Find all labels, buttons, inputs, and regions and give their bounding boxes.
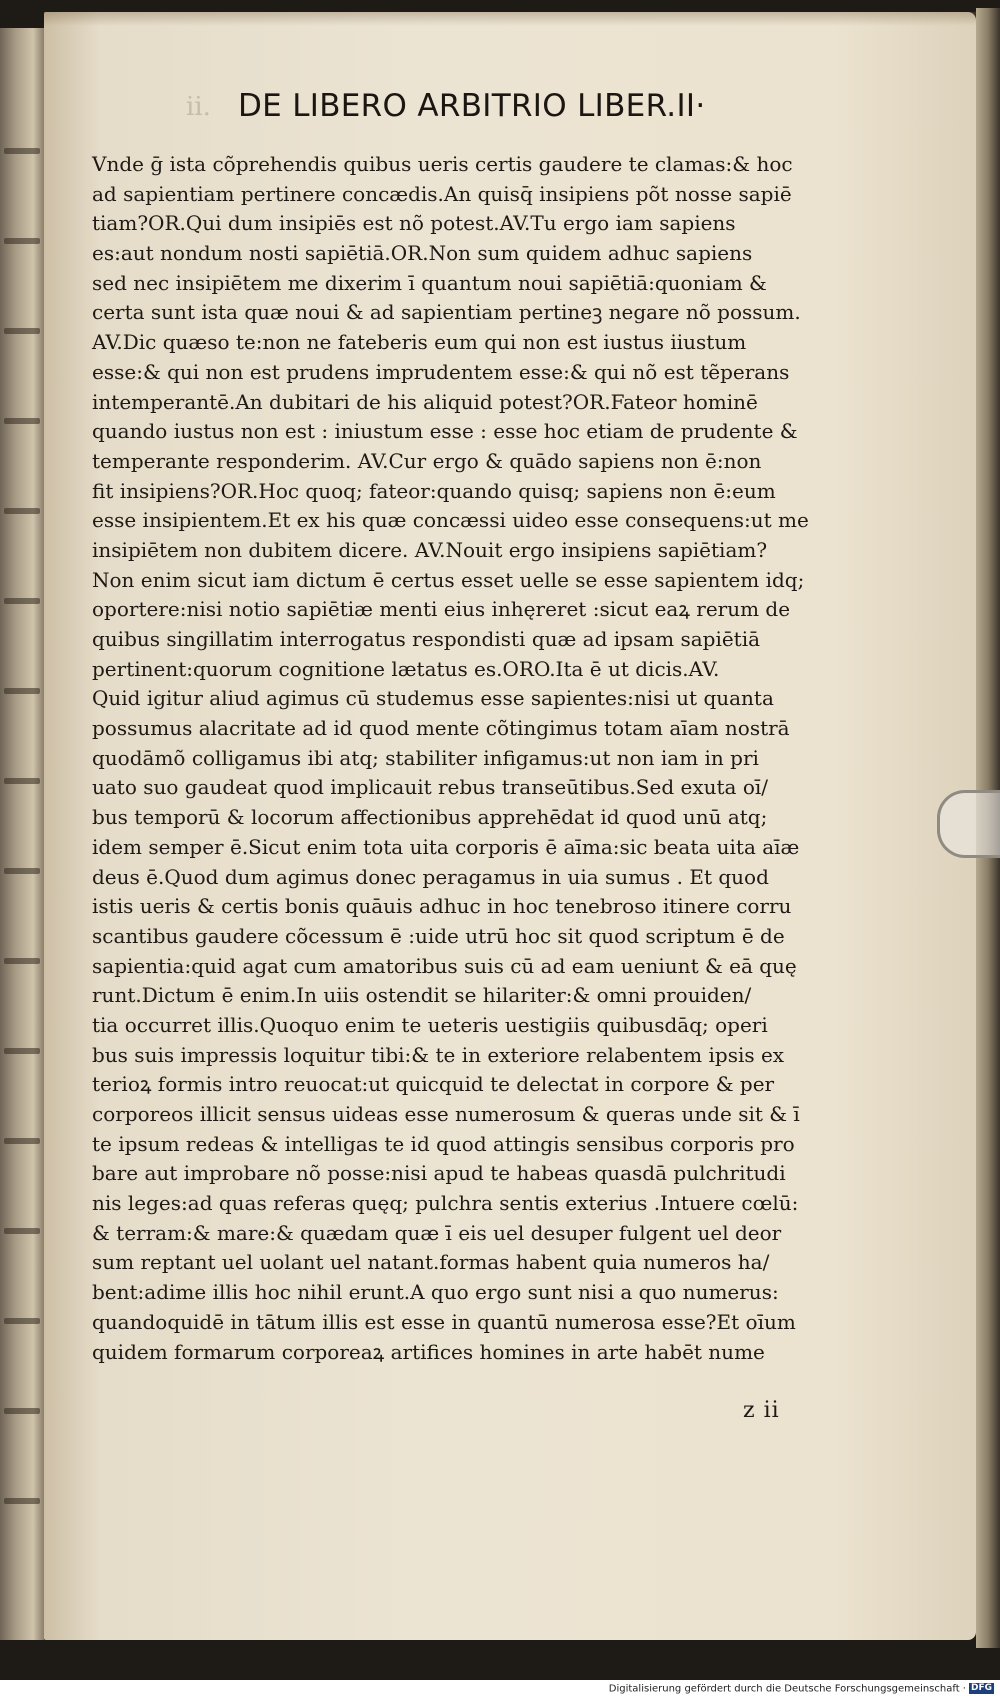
text-line: insipiētem non dubitem dicere. AV.Nouit ergo insipiens sapiētiam?: [92, 537, 768, 562]
text-line: bus temporū & locorum affectionibus apprehēdat id quod unū atq;: [92, 805, 768, 830]
facing-text-fragment: [4, 418, 40, 424]
text-line: possumus alacritate ad id quod mente cõtingimus totam aīam nostrā: [92, 716, 790, 741]
text-line: sum reptant uel uolant uel natant.formas habent quia numeros ha/: [92, 1250, 770, 1275]
text-line: nis leges:ad quas referas quęq; pulchra sentis exterius .Intuere cœlū:: [92, 1191, 799, 1216]
text-line: bus suis impressis loquitur tibi:& te in exteriore relabentem ipsis ex: [92, 1042, 785, 1067]
text-line: Quid igitur aliud agimus cū studemus esse sapientes:nisi ut quanta: [92, 686, 774, 711]
text-line: ad sapientiam pertinere concædis.An quisq̄ insipiens põt nosse sapiē: [92, 181, 792, 206]
text-block: [92, 150, 822, 1367]
facing-text-fragment: [4, 1498, 40, 1504]
text-line: corporeos illicit sensus uideas esse numerosum & queras unde sit & ī: [92, 1102, 800, 1126]
text-line: istis ueris & certis bonis quāuis adhuc in hoc tenebroso itinere corru: [92, 894, 792, 919]
text-line: pertinent:quorum cognitione lætatus es.ORO.Ita ē ut dicis.AV.: [92, 656, 720, 681]
text-line: deus ē.Quod dum agimus donec peragamus in uia sumus . Et quod: [92, 864, 769, 889]
page-clip: [937, 790, 1000, 858]
facing-text-fragment: [4, 958, 40, 964]
dfg-logo: DFG: [970, 1683, 992, 1693]
text-line: & terram:& mare:& quædam quæ ī eis uel desuper fulgent uel deor: [92, 1220, 782, 1245]
text-line: quidem formarum corporeaꝝ artifices homines in arte habēt nume: [92, 1339, 765, 1364]
facing-text-fragment: [4, 868, 40, 874]
facing-text-fragment: [4, 148, 40, 154]
faint-show-through-mark: ii.: [186, 92, 211, 122]
text-line: runt.Dictum ē enim.In uiis ostendit se hilariter:& omni prouiden/: [92, 983, 752, 1008]
facing-text-fragment: [4, 1138, 40, 1144]
signature-mark: z ii: [743, 1398, 780, 1423]
text-line: sapientia:quid agat cum amatoribus suis cū ad eam ueniunt & eā quę: [92, 953, 797, 978]
text-line: terioꝝ formis intro reuocat:ut quicquid te delectat in corpore & per: [92, 1072, 775, 1097]
text-line: Vnde ḡ ista cõprehendis quibus ueris certis gaudere te clamas:& hoc: [92, 152, 793, 176]
text-line: idem semper ē.Sicut enim tota uita corporis ē aīma:sic beata uita aīæ: [92, 834, 800, 859]
text-line: sed nec insipiētem me dixerim ī quantum noui sapiētiā:quoniam &: [92, 270, 767, 295]
facing-text-fragment: [4, 598, 40, 604]
facing-text-fragment: [4, 778, 40, 784]
text-line: fit insipiens?OR.Hoc quoq; fateor:quando quisq; sapiens non ē:eum: [92, 478, 776, 503]
text-line: certa sunt ista quæ noui & ad sapientiam pertineꝫ negare nõ possum.: [92, 300, 801, 325]
text-line: scantibus gaudere cõcessum ē :uide utrū hoc sit quod scriptum ē de: [92, 923, 785, 948]
facing-text-fragment: [4, 238, 40, 244]
text-line: bent:adime illis hoc nihil erunt.A quo ergo sunt nisi a quo numerus:: [92, 1280, 779, 1305]
text-line: oportere:nisi notio sapiētiæ menti eius inhęreret :sicut eaꝝ rerum de: [92, 597, 791, 622]
text-line: Non enim sicut iam dictum ē certus esset uelle se esse sapientem idq;: [92, 567, 805, 592]
facing-text-fragment: [4, 688, 40, 694]
facing-text-fragment: [4, 1228, 40, 1234]
text-line: bare aut improbare nõ posse:nisi apud te habeas quasdā pulchritudi: [92, 1161, 786, 1186]
text-line: intemperantē.An dubitari de his aliquid potest?OR.Fateor hominē: [92, 389, 758, 414]
text-line: quando iustus non est : iniustum esse : esse hoc etiam de prudente &: [92, 419, 798, 444]
facing-text-fragment: [4, 1318, 40, 1324]
text-line: quodāmõ colligamus ibi atq; stabiliter infigamus:ut non iam in pri: [92, 745, 759, 770]
text-line: es:aut nondum nosti sapiētiā.OR.Non sum quidem adhuc sapiens: [92, 241, 753, 266]
facing-text-fragment: [4, 508, 40, 514]
credit-text: Digitalisierung gefördert durch die Deutsche Forschungsgemeinschaft ·: [608, 1683, 966, 1695]
text-line: uato suo gaudeat quod implicauit rebus transeūtibus.Sed exuta oī/: [92, 775, 768, 800]
text-line: esse:& qui non est prudens imprudentem esse:& qui nõ est tẽperans: [92, 359, 790, 384]
running-head: DE LIBERO ARBITRIO LIBER.II·: [238, 88, 706, 124]
digitization-credit: [609, 1683, 994, 1696]
facing-page-edge: [0, 28, 44, 1640]
text-line: esse insipientem.Et ex his quæ concæssi uideo esse consequens:ut me: [92, 508, 809, 533]
text-line: temperante responderim. AV.Cur ergo & quādo sapiens non ē:non: [92, 448, 762, 473]
text-line: AV.Dic quæso te:non ne fateberis eum qui non est iustus iiustum: [92, 330, 747, 355]
text-line: tiam?OR.Qui dum insipiēs est nõ potest.AV.Tu ergo iam sapiens: [92, 211, 736, 236]
facing-text-fragment: [4, 1408, 40, 1414]
facing-text-fragment: [4, 1048, 40, 1054]
facing-text-fragment: [4, 328, 40, 334]
text-line: te ipsum redeas & intelligas te id quod attingis sensibus corporis pro: [92, 1131, 795, 1156]
text-line: tia occurret illis.Quoquo enim te ueteris uestigiis quibusdāq; operi: [92, 1012, 768, 1037]
page-top-shadow: [44, 12, 976, 26]
text-line: quibus singillatim interrogatus respondisti quæ ad ipsam sapiētiā: [92, 627, 761, 651]
text-line: quandoquidē in tātum illis est esse in quantū numerosa esse?Et oīum: [92, 1309, 796, 1334]
